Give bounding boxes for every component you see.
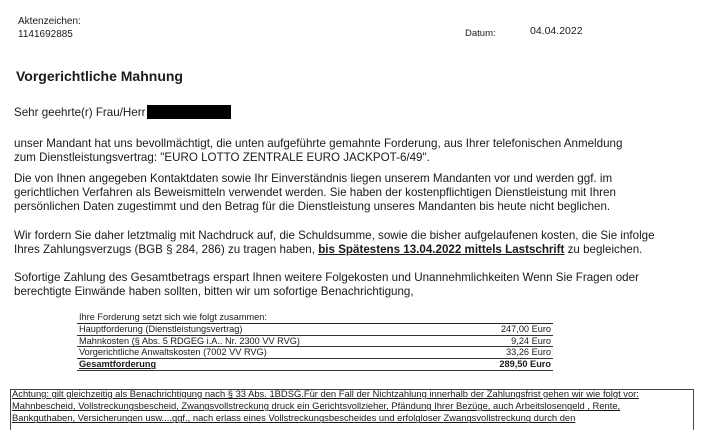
paragraph-mandate [14, 137, 622, 165]
redacted-name [147, 105, 231, 119]
legal-notice [12, 388, 696, 425]
total-amount: 289,50 Euro [499, 359, 551, 370]
total-label: Gesamtforderung [79, 359, 157, 370]
table-row [77, 347, 553, 359]
salutation [14, 105, 231, 120]
aktenzeichen-label: Aktenzeichen: [18, 16, 81, 27]
paragraph-line: Die von Ihnen angegeben Kontaktdaten sowie Ihr Einverständnis liegen unserem Mandanten vor und werden ggf. im [14, 172, 613, 185]
deadline-emphasis: bis Spätestens 13.04.2022 mittels Lastschrift [318, 243, 565, 256]
deadline-suffix: zu begleichen. [567, 243, 643, 256]
claim-table-caption-row [77, 312, 553, 324]
row-amount: 247,00 Euro [500, 323, 551, 334]
aktenzeichen-value: 1141692885 [18, 29, 73, 40]
notice-line: Bankguthaben, Versicherungen usw....ggf., nach erlass eines Vollstreckungsbescheides und erfolgloser Zwangsvollstreckung durch den [12, 412, 576, 424]
paragraph-payment-demand [14, 229, 655, 257]
paragraph-line: zum Dienstleistungsvertrag: "EURO LOTTO ZENTRALE EURO JACKPOT-6/49". [14, 151, 430, 164]
notice-line: Mahnbescheid, Vollstreckungsbescheid, Zwangsvollstreckung druck ein Gerichtsvollzieher, Pfändung Ihrer Bezüge, auch Arbeitslosengeld , Rente, [12, 400, 621, 412]
paragraph-line: unser Mandant hat uns bevollmächtigt, die unten aufgeführte gemahnte Forderung, aus Ihrer telefonischen Anmeldung [14, 137, 623, 150]
datum-value: 04.04.2022 [530, 25, 583, 37]
datum-label: Datum: [465, 28, 496, 39]
row-label: Mahnkosten (§ Abs. 5 RDGEG i.A.. Nr. 2300 VV RVG) [79, 335, 300, 346]
claim-table [77, 312, 553, 371]
salutation-text: Sehr geehrte(r) Frau/Herr [14, 106, 146, 119]
table-row [77, 336, 553, 348]
paragraph-contact-data [14, 172, 616, 214]
claim-table-caption: Ihre Forderung setzt sich wie folgt zusammen: [79, 312, 267, 322]
paragraph-line: gerichtlichen Verfahren als Beweismitteln verwendet werden. Sie haben der kostenpflichtigen Dienstleistung mit Ihren [14, 186, 616, 199]
paragraph-line-deadline [14, 243, 655, 257]
table-total-row [77, 359, 553, 371]
row-label: Vorgerichtliche Anwaltskosten (7002 VV RVG) [79, 347, 267, 358]
deadline-prefix: Ihres Zahlungsverzugs (BGB § 284, 286) zu tragen haben, [14, 243, 315, 256]
paragraph-line: Sofortige Zahlung des Gesamtbetrags erspart Ihnen weitere Folgekosten und Unannehmlichkeiten Wenn Sie Fragen oder [14, 271, 639, 284]
document-title: Vorgerichtliche Mahnung [16, 68, 183, 84]
row-label: Hauptforderung (Dienstleistungsvertrag) [79, 323, 243, 334]
paragraph-immediate-payment [14, 271, 639, 299]
notice-line: Achtung: gilt gleichzeitig als Benachrichtigung nach § 33 Abs. 1BDSG.Für den Fall der Nichtzahlung innerhalb der Zahlungsfrist gehen wir wie folgt vor: [12, 388, 639, 399]
paragraph-line: berechtigte Einwände haben sollten, bitten wir um sofortige Benachrichtigung, [14, 285, 414, 298]
notice-frame [10, 389, 694, 430]
row-amount: 33,26 Euro [506, 347, 551, 358]
paragraph-line: Wir fordern Sie daher letztmalig mit Nachdruck auf, die Schuldsumme, sowie die bisher aufgelaufenen kosten, die Sie infolge [14, 229, 655, 242]
paragraph-line: persönlichen Daten zugestimmt und den Betrag für die Dienstleistung unseres Mandanten bis heute nicht beglichen. [14, 200, 611, 213]
row-amount: 9,24 Euro [511, 335, 551, 346]
table-row [77, 324, 553, 336]
